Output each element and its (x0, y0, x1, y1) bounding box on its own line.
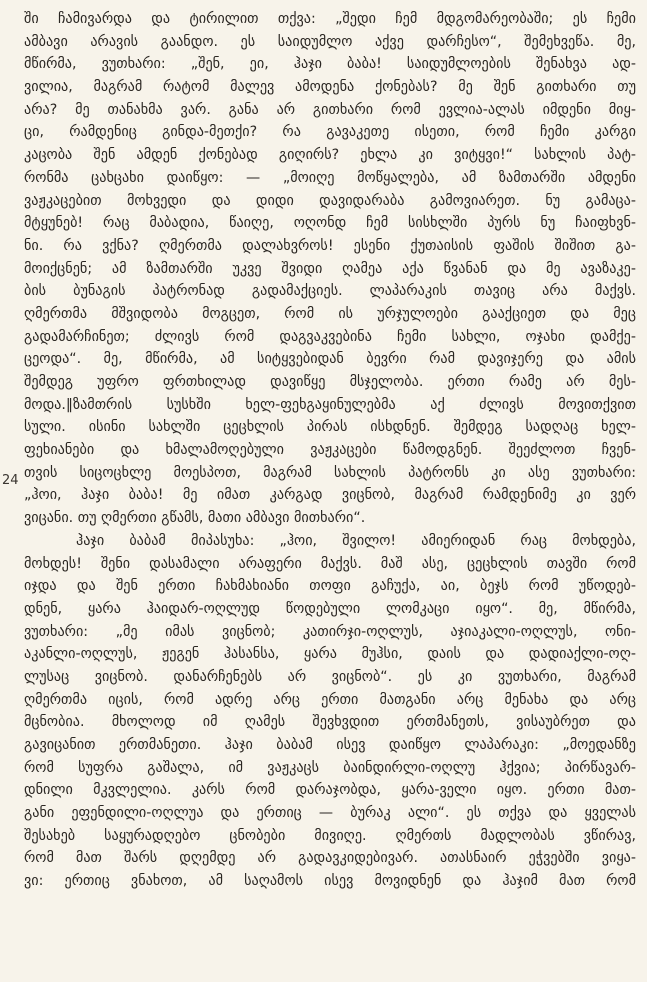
text-line: რონმა ცახცახი დაიწყო: — „მოიღე მოწყალება, ამ ზამთარში ამდენი (24, 169, 636, 186)
text-line: ცეოდა“. მე, მწირმა, ამ სიტყვებიდან ბევრი რამ დავიჯერე და ამის (24, 351, 636, 368)
text-line: მტყუნებ! რაც მაბადია, წაიღე, ოღონდ ჩემ სისხლში პურს ნუ ჩაიფხვნ- (24, 215, 636, 232)
text-line: მცნობია. მხოლოდ იმ ღამეს შევხვდით ერთმანეთს, ვისაუბრეთ და (24, 714, 636, 731)
text-line: გავიცანით ერთმანეთი. ჰაჯი ბაბამ ისევ დაიწყო ლაპარაკი: „მოედანზე (24, 737, 636, 753)
text-line: განი ეფენდილი-ოღლუა და ერთიც — ბურაკ ალი“. ეს თქვა და ყველას (24, 805, 636, 822)
text-line: ჰაჯი ბაბამ მიპასუხა: „ჰოი, შვილო! ამიერიდან რაც მოხდება, (76, 532, 636, 549)
text-line: კაცობა შენ ამდენ ქონებად გიღირს? ეხლა კი ვიტყვი!“ სახლის პატ- (24, 147, 636, 164)
text-line: დნილი მკვლელია. კარს რომ დარაჯობდა, ყარა-ველი იყო. ერთი მათ- (24, 782, 636, 799)
text-line: მოიქცნენ; ამ ზამთარში უკვე შვიდი ღამეა აქა წვანან და მე ავაზაკე- (24, 260, 636, 277)
text-line: ფეხიანები და ხმალამოღებული ვაჟკაცები წამოდგნენ. შეეძლოთ ჩვენ- (24, 442, 636, 459)
text-column (24, 8, 636, 978)
text-line: რომ მათ შარს დღემდე არ გადავკიდებივარ. ათასნაირ ეჭვებში ვიყა- (24, 850, 636, 867)
text-line: ლუსაც ვიცნობ. დანარჩენებს არ ვიცნობ“. ეს კი ვუთხარი, მაგრამ (24, 668, 636, 685)
text-line: ამბავი არავის გაანდო. ეს საიდუმლო აქვე დარჩესო“, შემეხვეწა. მე, (24, 33, 636, 50)
text-line: რომ სუფრა გაშალა, იმ ვაჟკაცს ბაინდირლი-ოღლუ ჰქვია; პირწავარ- (24, 759, 636, 776)
text-line: შესახებ საყურადღებო ცნობები მივიღე. ღმერთს მადლობას ვწირავ, (24, 827, 636, 844)
text-line: „ჰოი, ჰაჯი ბაბა! მე იმათ კარგად ვიცნობ, მაგრამ რამდენიმე კი ვერ (24, 487, 636, 504)
text-line: დნენ, ყარა ჰაიდარ-ოღლუდ წოდებული ლომკაცი იყო“. მე, მწირმა, (24, 600, 636, 617)
text-line: ვაჟკაცებით მოხვედი და დიდი დავიდარაბა გამოვიარეთ. ნუ გამაცა- (24, 192, 636, 209)
text-line: ღმერთმა იცის, რომ ადრე არც ერთი მათგანი არც მენახა და არც (24, 691, 636, 708)
text-line: ვიცანი. თუ ღმერთი გწამს, მათი ამბავი მითხარი“. (24, 510, 366, 527)
text-line: თვის სიცოცხლე მოესპოთ, მაგრამ სახლის პატრონს კი ასე ვუთხარი: (24, 464, 636, 481)
margin-page-number: 24 (2, 473, 19, 488)
text-line: იჯდა და შენ ერთი ჩახმახიანი თოფი გაჩუქა, აი, ბეჯს რომ უწოდებ- (24, 578, 636, 595)
text-line: მოხდეს! შენი დასამალი არაფერი მაქვს. მაშ ასე, ცეცხლის თავში რომ (24, 555, 636, 572)
text-line: ვილია, მაგრამ რატომ მალევ ამოდენა ქონებას? მე შენ გითხარი თუ (24, 79, 636, 96)
text-line: სული. ისინი სახლში ცეცხლის პირას ისხდნენ. შემდეგ სადღაც ხელ- (24, 419, 636, 436)
text-line: არა? მე თანახმა ვარ. განა არ გითხარი რომ ევლია-ალას იმდენი მიყ- (24, 101, 636, 118)
text-line: ვუთხარი: „მე იმას ვიცნობ; კათირჯი-ოღლუს, აჯიაკალი-ოღლუს, ონი- (24, 623, 636, 640)
text-line: მწირმა, ვუთხარი: „შენ, ეი, ჰაჯი ბაბა! საიდუმლოების შენახვა ად- (24, 56, 636, 73)
text-line: ში ჩამივარდა და ტირილით თქვა: „შედი ჩემ მდგომარეობაში; ეს ჩემი (24, 11, 636, 27)
text-line: შემდეგ უფრო ფრთხილად დავიწყე მსჯელობა. ერთი რამე არ მეს- (24, 374, 636, 390)
text-line: მოდა.‖ზამთრის სუსხში ხელ-ფეხგაყინულებმა აქ ძლივს მოვითქვით (24, 396, 636, 413)
text-line: ცი, რამდენიც გინდა-მეთქი? რა გავაკეთე ისეთი, რომ ჩემი კარგი (24, 124, 636, 141)
text-line: ნი. რა ვქნა? ღმერთმა დალახვროს! ესენი ქუთაისის ფაშის შიშით გა- (24, 237, 636, 254)
text-line: აკანლი-ოღლუს, ჟეგენ ჰასანსა, ყარა მუჰსი, დაის და დადიაქლი-ოღ- (24, 646, 636, 663)
text-line: ღმერთმა მშვიდობა მოგცეთ, რომ ის ურჯულოები გააქციეთ და მეც (24, 305, 636, 322)
text-line: ვი: ერთიც ვნახოთ, ამ საღამოს ისევ მოვიდნენ და ჰაჯიმ მათ რომ (24, 873, 636, 890)
text-line: ბის ბუნაგის პატრონად გადამაქციეს. ლაპარაკის თავიც არა მაქვს. (24, 283, 636, 300)
text-line: გადამარჩინეთ; ძლივს რომ დაგვაკვებინა ჩემი სახლი, ოჯახი დამქე- (24, 328, 636, 345)
